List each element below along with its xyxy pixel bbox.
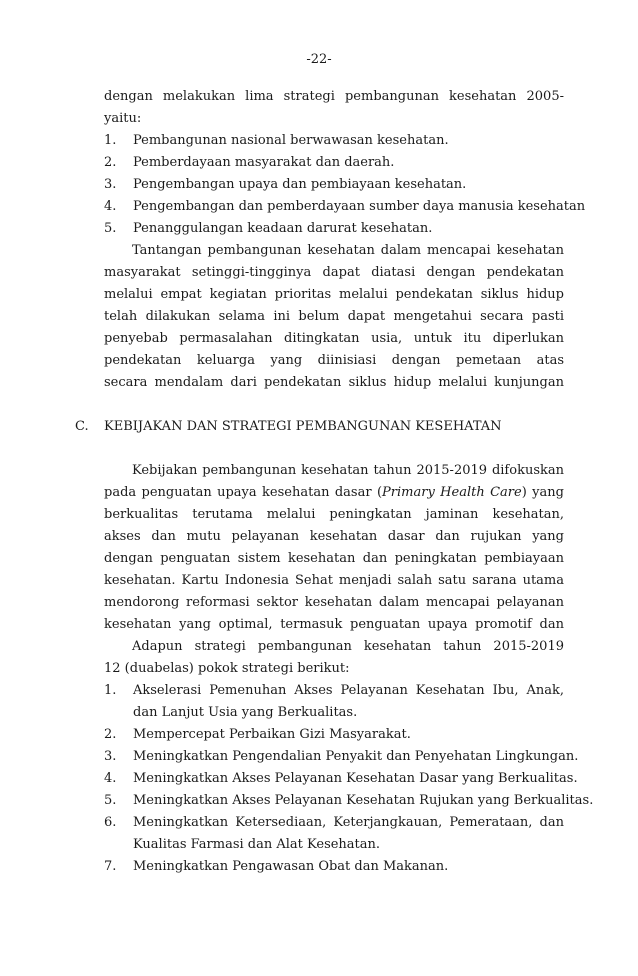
list-text: Meningkatkan Pengawasan Obat dan Makanan. — [133, 859, 449, 874]
paragraph-text: ) yang — [521, 485, 564, 500]
list-item — [104, 746, 579, 768]
list-number: 5. — [104, 793, 117, 808]
list-number: 2. — [104, 727, 117, 742]
paragraph-line: kesehatan. Kartu Indonesia Sehat menjadi salah satu sarana utama — [104, 573, 564, 588]
page-number: -22- — [306, 52, 332, 67]
paragraph-line: mendorong reformasi sektor kesehatan dalam mencapai pelayanan — [104, 595, 564, 610]
list-number: 4. — [104, 771, 117, 786]
list-text: Akselerasi Pemenuhan Akses Pelayanan Kesehatan Ibu, Anak, — [133, 683, 564, 698]
list-number: 5. — [104, 221, 117, 236]
list-number: 1. — [104, 133, 117, 148]
list-text: Meningkatkan Ketersediaan, Keterjangkauan, Pemerataan, dan — [133, 815, 564, 830]
list-text: Pembangunan nasional berwawasan kesehatan. — [133, 133, 449, 148]
paragraph-line: masyarakat setinggi-tingginya dapat diatasi dengan pendekatan — [104, 265, 564, 280]
paragraph-line: berkualitas terutama melalui peningkatan jaminan kesehatan, — [104, 507, 564, 522]
paragraph-line: Adapun strategi pembangunan kesehatan tahun 2015-2019 — [132, 639, 564, 654]
section-title: KEBIJAKAN DAN STRATEGI PEMBANGUNAN KESEHATAN — [104, 419, 502, 434]
list-number: 2. — [104, 155, 117, 170]
paragraph-line: secara mendalam dari pendekatan siklus hidup melalui kunjungan — [104, 375, 564, 390]
paragraph-line: Tantangan pembangunan kesehatan dalam mencapai kesehatan — [132, 243, 564, 258]
list-item — [104, 724, 564, 746]
list-number: 7. — [104, 859, 117, 874]
paragraph-text: pada penguatan upaya kesehatan dasar ( — [104, 485, 383, 500]
list-item — [104, 856, 564, 878]
section-heading — [75, 416, 502, 438]
paragraph-line: melalui empat kegiatan prioritas melalui pendekatan siklus hidup — [104, 287, 564, 302]
list-text: Pengembangan dan pemberdayaan sumber daya manusia kesehatan — [133, 199, 586, 214]
list-number: 4. — [104, 199, 117, 214]
list-number: 6. — [104, 815, 117, 830]
paragraph-line: pendekatan keluarga yang diinisiasi dengan pemetaan atas — [104, 353, 564, 368]
list-text: Meningkatkan Pengendalian Penyakit dan Penyehatan Lingkungan. — [133, 749, 579, 764]
paragraph-line: Kebijakan pembangunan kesehatan tahun 2015-2019 difokuskan — [132, 463, 564, 478]
body-block-2 — [104, 460, 594, 878]
list-text: Mempercepat Perbaikan Gizi Masyarakat. — [133, 727, 411, 742]
list-item — [104, 790, 594, 812]
paragraph-line: penyebab permasalahan ditingkatan usia, untuk itu diperlukan — [104, 331, 564, 346]
section-letter: C. — [75, 419, 89, 434]
list-item — [104, 174, 564, 196]
list-item-continued — [104, 834, 564, 856]
list-number: 3. — [104, 749, 117, 764]
list-text: Meningkatkan Akses Pelayanan Kesehatan Rujukan yang Berkualitas. — [133, 793, 594, 808]
list-text: Pengembangan upaya dan pembiayaan kesehatan. — [133, 177, 467, 192]
list-text: Pemberdayaan masyarakat dan daerah. — [133, 155, 395, 170]
paragraph-line: kesehatan yang optimal, termasuk penguatan upaya promotif dan — [104, 617, 564, 632]
list-item — [104, 768, 578, 790]
list-item — [104, 152, 564, 174]
paragraph-line: dengan penguatan sistem kesehatan dan peningkatan pembiayaan — [104, 551, 564, 566]
list-item-continued — [104, 702, 564, 724]
list-text: Kualitas Farmasi dan Alat Kesehatan. — [133, 837, 381, 852]
list-item — [104, 196, 586, 218]
paragraph-line: akses dan mutu pelayanan kesehatan dasar dan rujukan yang — [104, 529, 564, 544]
list-number: 1. — [104, 683, 117, 698]
list-item — [104, 130, 564, 152]
intro-line: yaitu: — [104, 111, 142, 126]
list-number: 3. — [104, 177, 117, 192]
list-text: dan Lanjut Usia yang Berkualitas. — [133, 705, 358, 720]
paragraph-line: telah dilakukan selama ini belum dapat mengetahui secara pasti — [104, 309, 564, 324]
emphasis-text: Primary Health Care — [382, 485, 522, 500]
body-block-1 — [104, 86, 586, 394]
list-item — [104, 812, 564, 834]
intro-line: dengan melakukan lima strategi pembangunan kesehatan 2005- — [104, 89, 564, 104]
list-item — [104, 680, 564, 702]
paragraph-line: 12 (duabelas) pokok strategi berikut: — [104, 661, 350, 676]
list-text: Penanggulangan keadaan darurat kesehatan. — [133, 221, 433, 236]
list-text: Meningkatkan Akses Pelayanan Kesehatan Dasar yang Berkualitas. — [133, 771, 578, 786]
list-item — [104, 218, 564, 240]
paragraph-line — [104, 482, 564, 504]
